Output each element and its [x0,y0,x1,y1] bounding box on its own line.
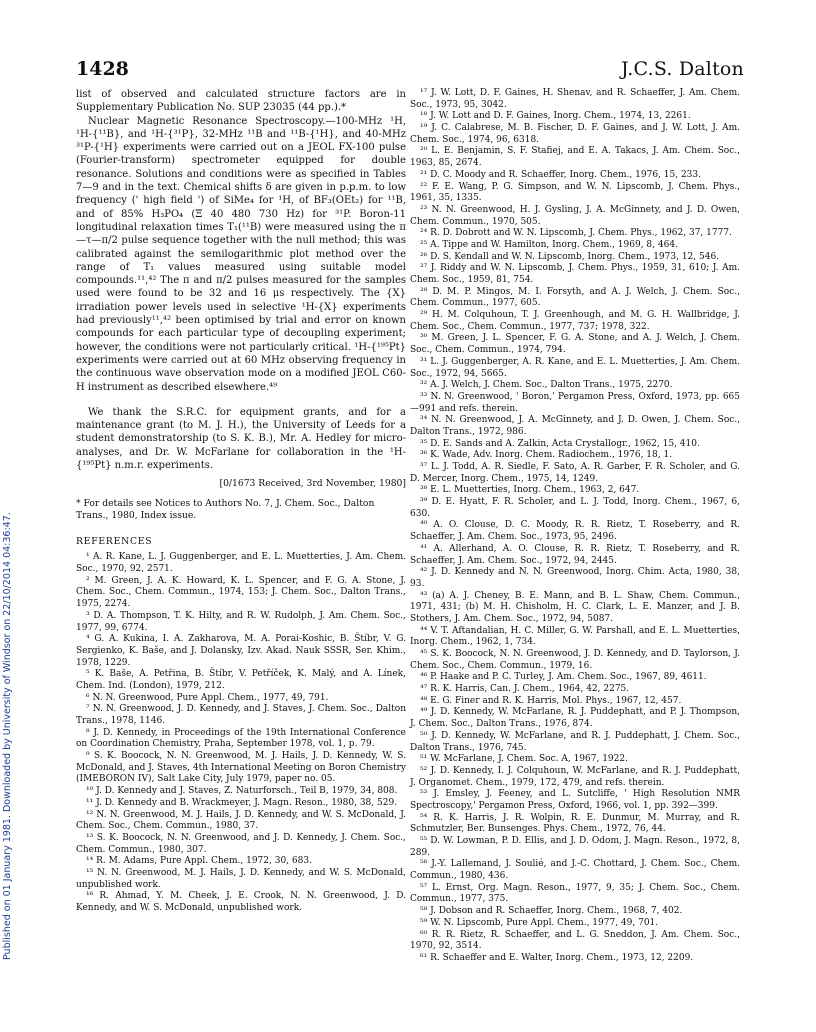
reference-item: ³¹ L. J. Guggenberger, A. R. Kane, and E. L. Muetterties, J. Am. Chem. Soc., 1972, 94, 5665. [410,356,740,379]
reference-item: ¹⁵ N. N. Greenwood, M. J. Hails, J. D. Kennedy, and W. S. McDonald, unpublished work. [76,867,406,890]
reference-item: ¹ A. R. Kane, L. J. Guggenberger, and E. L. Muetterties, J. Am. Chem. Soc., 1970, 92, 2571. [76,552,406,575]
reference-item: ⁴ G. A. Kukina, I. A. Zakharova, M. A. Porai-Koshic, B. Štíbr, V. G. Sergienko, K. Baše, and J. Dolansky, Izv. Akad. Nauk SSSR, Ser. Khim., 1978, 1229. [76,634,406,668]
reference-item: ⁴⁵ S. K. Boocock, N. N. Greenwood, J. D. Kennedy, and D. Taylorson, J. Chem. Soc., Chem. Commun., 1979, 16. [410,649,740,671]
reference-item: ⁹ S. K. Boocock, N. N. Greenwood, M. J. Hails, J. D. Kennedy, W. S. McDonald, and J. Staves, 4th International Meeting on Boron Chemistry (IMEBORON IV), Salt Lake City, July 1979, paper no. 05. [76,751,406,785]
reference-item: ²¹ D. C. Moody and R. Schaeffer, Inorg. Chem., 1976, 15, 233. [420,169,701,180]
reference-item: ⁴⁰ A. O. Clouse, D. C. Moody, R. R. Rietz, T. Roseberry, and R. Schaeffer, J. Am. Chem. Soc., 1973, 95, 2496. [410,520,740,543]
nmr-paragraph: Nuclear Magnetic Resonance Spectroscopy.—100-MHz ¹H, ¹H-{¹¹B}, and ¹H-{³¹P}, 32-MHz ¹¹B and ¹¹B-{¹H}, and 40-MHz ³¹P-{¹H} experiments were carried out on a JEOL FX-100 pulse (Fourier-transform) spectrometer equipped for double resonance. Solutions and conditions were as specified in Tables 7—9 and in the text. Chemical shifts δ are given in p.p.m. to low frequency (' high field ') of SiMe₄ for ¹H, of BF₃(OEt₂) for ¹¹B, and of 85% H₃PO₄ (Ξ 40 480 730 Hz) for ³¹P. Boron-11 longitudinal relaxation times T₁(¹¹B) were measured using the π—τ—π/2 pulse sequence together with the null method; this was calibrated against the semilogarithmic plot method over the range of T₁ values measured using suitable model compounds.¹¹,⁴² The π and π/2 pulses measured for the samples used were found to be 32 and 16 μs respectively. The {X} irradiation power levels used in selective ¹H-{X} experiments had previously¹¹,⁴² been optimised by trial and error on known compounds for each particular type of decoupling experiment; however, the conditions were not particularly critical. ¹H-{¹⁹⁵Pt} experiments were carried out at 60 MHz observing frequency in the continuous wave observation mode on a modified JEOL C60-H instrument as described elsewhere.⁴⁹ [76,115,406,393]
reference-item: ²⁸ D. M. P. Mingos, M. I. Forsyth, and A. J. Welch, J. Chem. Soc., Chem. Commun., 1977, 605. [410,286,740,309]
reference-item: ¹⁶ R. Ahmad, Y. M. Cheek, J. E. Crook, N. N. Greenwood, J. D. Kennedy, and W. S. McDonald, unpublished work. [76,891,406,914]
reference-item: ¹³ S. K. Boocock, N. N. Greenwood, and J. D. Kennedy, J. Chem. Soc., Chem. Commun., 1980, 307. [76,832,406,855]
reference-item: ⁵ K. Baše, A. Petřina, B. Štíbr, V. Petříček, K. Malý, and A. Línek, Chem. Ind. (London), 1979, 212. [76,669,406,691]
reference-item: ⁴⁷ R. K. Harris, Can. J. Chem., 1964, 42, 2275. [420,684,630,695]
reference-item: ¹⁰ J. D. Kennedy and J. Staves, Z. Naturforsch., Teil B, 1979, 34, 808. [86,786,398,797]
reference-item: ²⁷ J. Riddy and W. N. Lipscomb, J. Chem. Phys., 1959, 31, 610; J. Am. Chem. Soc., 1959, 81, 754. [410,263,740,285]
reference-item: ⁴² J. D. Kennedy and N. N. Greenwood, Inorg. Chim. Acta, 1980, 38, 93. [410,567,740,589]
reference-item: ³⁴ N. N. Greenwood, J. A. McGinnety, and J. D. Owen, J. Chem. Soc., Dalton Trans., 1972, 986. [410,415,740,437]
download-note: Published on 01 January 1981. Downloaded by University of Windsor on 22/10/2014 04:36:47. [2,512,13,960]
reference-item: ¹⁷ J. W. Lott, D. F. Gaines, H. Shenav, and R. Schaeffer, J. Am. Chem. Soc., 1973, 95, 3042. [410,88,740,110]
reference-item: ⁷ N. N. Greenwood, J. D. Kennedy, and J. Staves, J. Chem. Soc., Dalton Trans., 1978, 1146. [76,704,406,727]
reference-item: ⁵² J. D. Kennedy, I. J. Colquhoun, W. McFarlane, and R. J. Puddephatt, J. Organomet. Chem., 1979, 172, 479, and refs. therein. [410,765,740,788]
download-watermark [2,80,20,960]
reference-item: ⁵⁴ R. K. Harris, J. R. Wolpin, R. E. Dunmur, M. Murray, and R. Schmutzler, Ber. Bunsenges. Phys. Chem., 1972, 76, 44. [410,812,740,835]
reference-item: ²³ N. N. Greenwood, H. J. Gysling, J. A. McGinnety, and J. D. Owen, Chem. Commun., 1970, 505. [410,204,740,227]
reference-item: ²² F. E. Wang, P. G. Simpson, and W. N. Lipscomb, J. Chem. Phys., 1961, 35, 1335. [410,181,740,204]
reference-item: ² M. Green, J. A. K. Howard, K. L. Spencer, and F. G. A. Stone, J. Chem. Soc., Chem. Commun., 1974, 153; J. Chem. Soc., Dalton Trans., 1975, 2274. [76,575,406,610]
reference-item: ⁴⁹ J. D. Kennedy, W. McFarlane, R. J. Puddephatt, and P. J. Thompson, J. Chem. Soc., Dalton Trans., 1976, 874. [410,707,740,730]
reference-item: ³ D. A. Thompson, T. K. Hilty, and R. W. Rudolph, J. Am. Chem. Soc., 1977, 99, 6774. [76,610,406,633]
reference-item: ²⁵ A. Tippe and W. Hamilton, Inorg. Chem., 1969, 8, 464. [420,239,678,250]
reference-item: ⁴⁶ P. Haake and P. C. Turley, J. Am. Chem. Soc., 1967, 89, 4611. [420,672,707,683]
references-heading: REFERENCES [76,536,153,548]
reference-item: ⁵³ J. Emsley, J. Feeney, and L. Sutcliffe, ' High Resolution NMR Spectroscopy,' Pergamon Press, Oxford, 1966, vol. 1, pp. 392—399. [410,789,740,811]
right-column [410,88,740,965]
reference-item: ³⁵ D. E. Sands and A. Zalkin, Acta Crystallogr., 1962, 15, 410. [420,438,700,449]
reference-item: ⁸ J. D. Kennedy, in Proceedings of the 19th International Conference on Coordination Chemistry, Praha, September 1978, vol. 1, p. 79. [76,727,406,750]
reference-item: ⁵⁸ J. Dobson and R. Schaeffer, Inorg. Chem., 1968, 7, 402. [420,906,683,917]
reference-item: ⁵⁰ J. D. Kennedy, W. McFarlane, and R. J. Puddephatt, J. Chem. Soc., Dalton Trans., 1976, 745. [410,730,740,753]
reference-item: ³⁹ D. E. Hyatt, F. R. Scholer, and L. J. Todd, Inorg. Chem., 1967, 6, 630. [410,497,740,519]
reference-item: ⁵⁶ J.-Y. Lallemand, J. Soulié, and J.-C. Chottard, J. Chem. Soc., Chem. Commun., 1980, 436. [410,859,740,882]
reference-item: ²⁰ L. E. Benjamin, S. F. Stafiej, and E. A. Takacs, J. Am. Chem. Soc., 1963, 85, 2674. [410,146,740,169]
footnote: * For details see Notices to Authors No. 7, J. Chem. Soc., Dalton Trans., 1980, Index issue. [76,498,375,522]
reference-item: ³³ N. N. Greenwood, ' Boron,' Pergamon Press, Oxford, 1973, pp. 665—991 and refs. therein. [410,391,740,414]
reference-item: ³⁶ K. Wade, Adv. Inorg. Chem. Radiochem., 1976, 18, 1. [420,450,673,461]
reference-item: ⁶⁰ R. R. Rietz, R. Schaeffer, and L. G. Sneddon, J. Am. Chem. Soc., 1970, 92, 3514. [410,929,740,952]
reference-item: ³⁸ E. L. Muetterties, Inorg. Chem., 1963, 2, 647. [420,485,640,496]
reference-item: ¹² N. N. Greenwood, M. J. Hails, J. D. Kennedy, and W. S. McDonald, J. Chem. Soc., Chem. Commun., 1980, 37. [76,809,406,832]
acknowledgement: We thank the S.R.C. for equipment grants, and for a maintenance grant (to M. J. H.), the University of Leeds for a student demonstratorship (to S. K. B.), Mr. A. Hedley for micro-analyses, and Dr. W. McFarlane for collaboration in the ¹H-{¹⁹⁵Pt} n.m.r. experiments. [76,406,406,472]
reference-item: ⁵⁵ D. W. Lowman, P. D. Ellis, and J. D. Odom, J. Magn. Reson., 1972, 8, 289. [410,836,740,858]
reference-item: ¹⁹ J. C. Calabrese, M. B. Fischer, D. F. Gaines, and J. W. Lott, J. Am. Chem. Soc., 1974, 96, 6318. [410,123,740,145]
reference-item: ³⁷ L. J. Todd, A. R. Siedle, F. Sato, A. R. Garber, F. R. Scholer, and G. D. Mercer, Inorg. Chem., 1975, 14, 1249. [410,462,740,484]
reference-item: ⁶ N. N. Greenwood, Pure Appl. Chem., 1977, 49, 791. [86,692,329,703]
reference-item: ²⁶ D. S. Kendall and W. N. Lipscomb, Inorg. Chem., 1973, 12, 546. [420,251,720,262]
reference-item: ⁶¹ R. Schaeffer and E. Walter, Inorg. Chem., 1973, 12, 2209. [420,952,694,963]
body-paragraph: list of observed and calculated structure factors are in Supplementary Publication No. SUP 23035 (44 pp.).* [76,89,406,114]
reference-list-left [76,552,406,914]
reference-item: ³⁰ M. Green, J. L. Spencer, F. G. A. Stone, and A. J. Welch, J. Chem. Soc., Chem. Commun., 1974, 794. [410,333,740,356]
reference-item: ²⁴ R. D. Dobrott and W. N. Lipscomb, J. Chem. Phys., 1962, 37, 1777. [420,228,732,239]
reference-item: ¹¹ J. D. Kennedy and B. Wrackmeyer, J. Magn. Reson., 1980, 38, 529. [86,797,398,808]
left-column [76,88,406,915]
reference-item: ⁵⁹ W. N. Lipscomb, Pure Appl. Chem., 1977, 49, 701. [420,917,659,928]
reference-item: ¹⁸ J. W. Lott and D. F. Gaines, Inorg. Chem., 1974, 13, 2261. [420,111,691,122]
reference-item: ⁴⁸ E. G. Finer and R. K. Harris, Mol. Phys., 1967, 12, 457. [420,695,682,706]
received-line: [0/1673 Received, 3rd November, 1980] [219,478,406,490]
reference-list-right [410,88,740,965]
reference-item: ⁴⁴ V. T. Aftandalian, H. C. Miller, G. W. Parshall, and E. L. Muetterties, Inorg. Chem., 1962, 1, 734. [410,625,740,648]
reference-item: ¹⁴ R. M. Adams, Pure Appl. Chem., 1972, 30, 683. [86,856,312,867]
reference-item: ²⁹ H. M. Colquhoun, T. J. Greenhough, and M. G. H. Wallbridge, J. Chem. Soc., Chem. Commun., 1977, 737; 1978, 322. [410,310,740,332]
reference-item: ⁵⁷ L. Ernst, Org. Magn. Reson., 1977, 9, 35; J. Chem. Soc., Chem. Commun., 1977, 375. [410,882,740,905]
reference-item: ⁴¹ A. Allerhand, A. O. Clouse, R. R. Rietz, T. Roseberry, and R. Schaeffer, J. Am. Chem. Soc., 1972, 94, 2445. [410,543,740,566]
reference-item: ⁵¹ W. McFarlane, J. Chem. Soc. A, 1967, 1922. [420,754,628,765]
reference-item: ³² A. J. Welch, J. Chem. Soc., Dalton Trans., 1975, 2270. [420,380,673,391]
reference-item: ⁴³ (a) A. J. Cheney, B. E. Mann, and B. L. Shaw, Chem. Commun., 1971, 431; (b) M. H. Chisholm, H. C. Clark, L. E. Manzer, and J. B. Stothers, J. Am. Chem. Soc., 1972, 94, 5087. [410,590,740,624]
page-number: 1428 [76,58,129,80]
journal-name: J.C.S. Dalton [620,58,744,80]
